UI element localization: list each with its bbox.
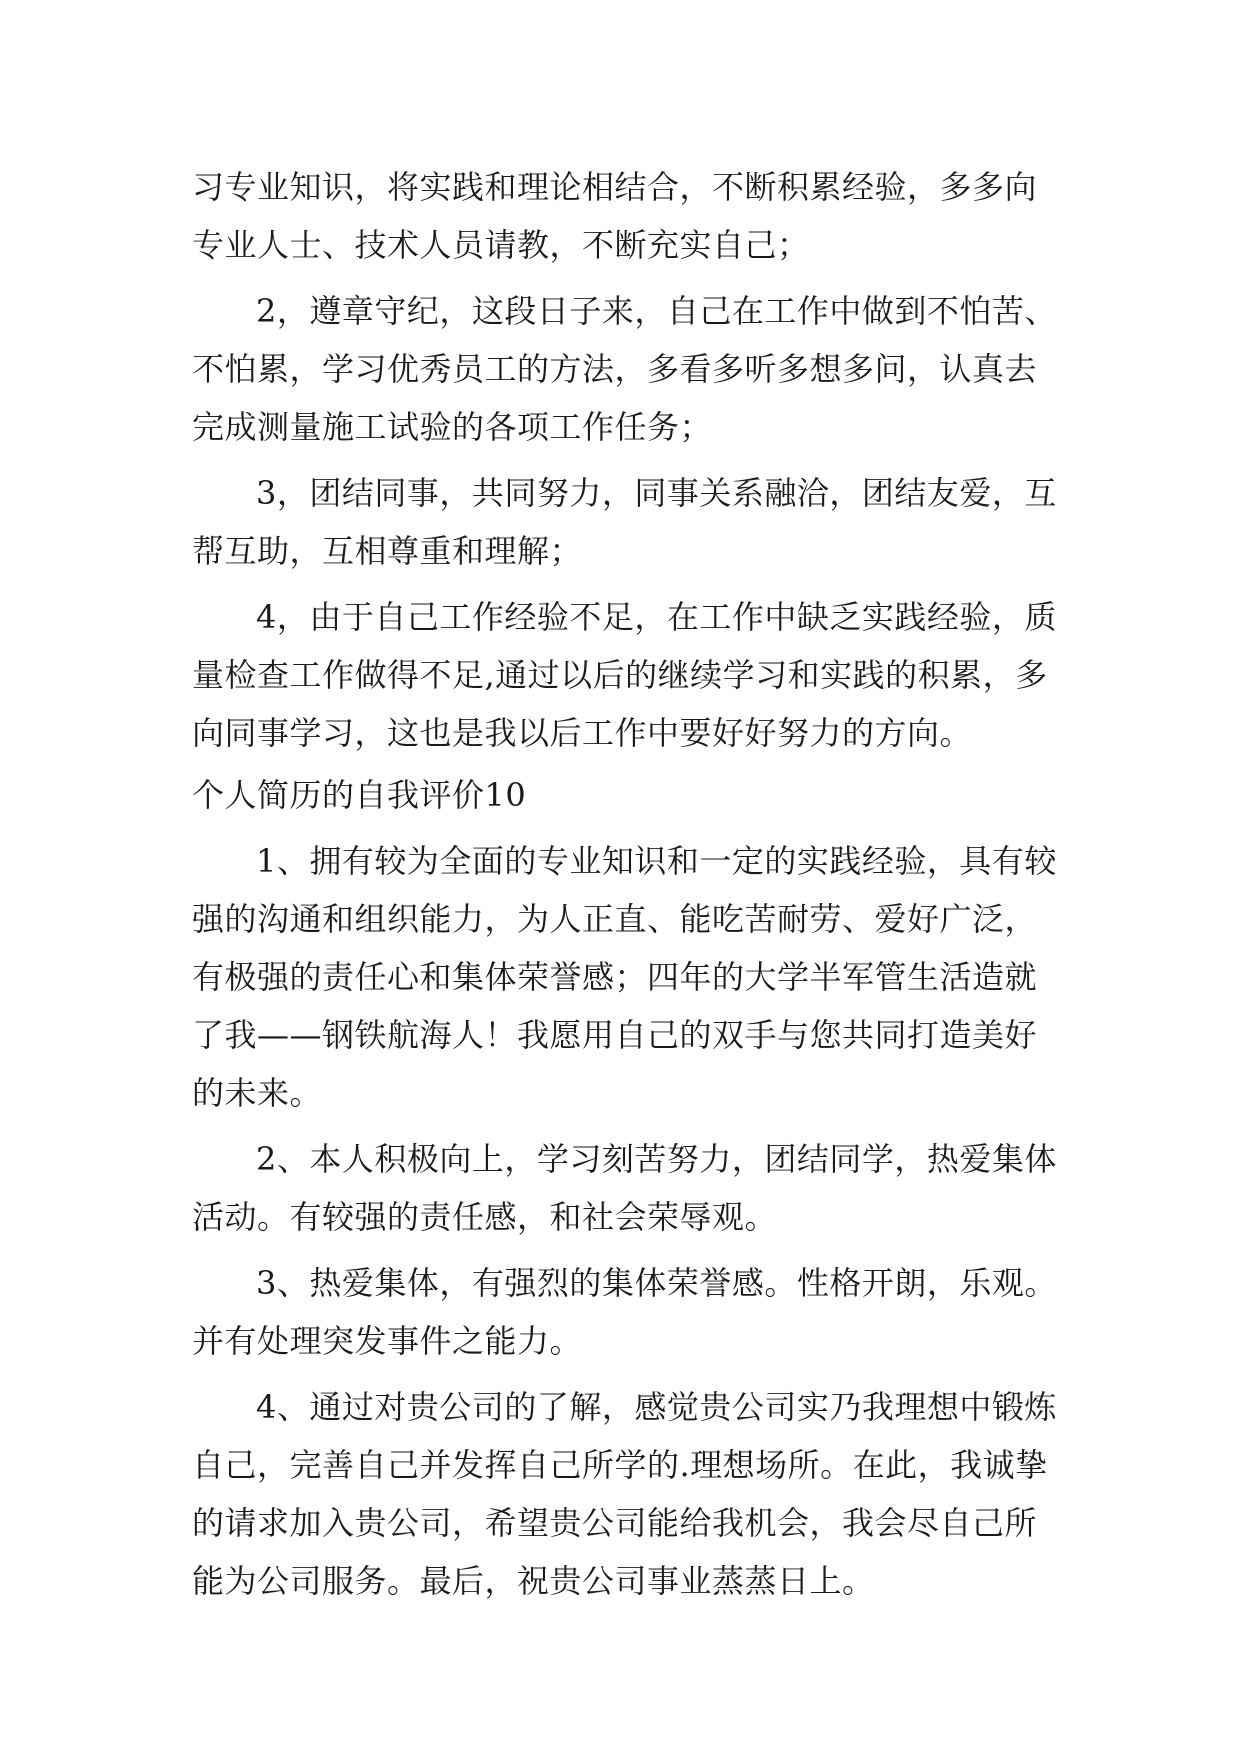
section-heading: 个人简历的自我评价10 <box>192 776 527 814</box>
document-body <box>192 158 1062 1610</box>
evaluation-item-1: 1、拥有较为全面的专业知识和一定的实践经验，具有较强的沟通和组织能力，为人正直、能吃苦耐劳、爱好广泛，有极强的责任心和集体荣誉感；四年的大学半军管生活造就了我——钢铁航海人！我愿用自己的双手与您共同打造美好的未来。 <box>192 842 1057 1112</box>
paragraph-continuation: 习专业知识，将实践和理论相结合，不断积累经验，多多向专业人士、技术人员请教，不断充实自己； <box>192 168 1038 264</box>
evaluation-item-3: 3、热爱集体，有强烈的集体荣誉感。性格开朗，乐观。并有处理突发事件之能力。 <box>192 1264 1057 1360</box>
paragraph-item-3: 3，团结同事，共同努力，同事关系融洽，团结友爱，互帮互助，互相尊重和理解； <box>192 474 1057 570</box>
paragraph-item-2: 2，遵章守纪，这段日子来，自己在工作中做到不怕苦、不怕累，学习优秀员工的方法，多看多听多想多问，认真去完成测量施工试验的各项工作任务； <box>192 292 1057 446</box>
evaluation-item-4: 4、通过对贵公司的了解，感觉贵公司实乃我理想中锻炼自己，完善自己并发挥自己所学的.理想场所。在此，我诚挚的请求加入贵公司，希望贵公司能给我机会，我会尽自己所能为公司服务。最后，祝贵公司事业蒸蒸日上。 <box>192 1388 1057 1600</box>
paragraph-item-4: 4，由于自己工作经验不足，在工作中缺乏实践经验，质量检查工作做得不足,通过以后的继续学习和实践的积累，多向同事学习，这也是我以后工作中要好好努力的方向。 <box>192 598 1057 752</box>
evaluation-item-2: 2、本人积极向上，学习刻苦努力，团结同学，热爱集体活动。有较强的责任感，和社会荣辱观。 <box>192 1140 1057 1236</box>
